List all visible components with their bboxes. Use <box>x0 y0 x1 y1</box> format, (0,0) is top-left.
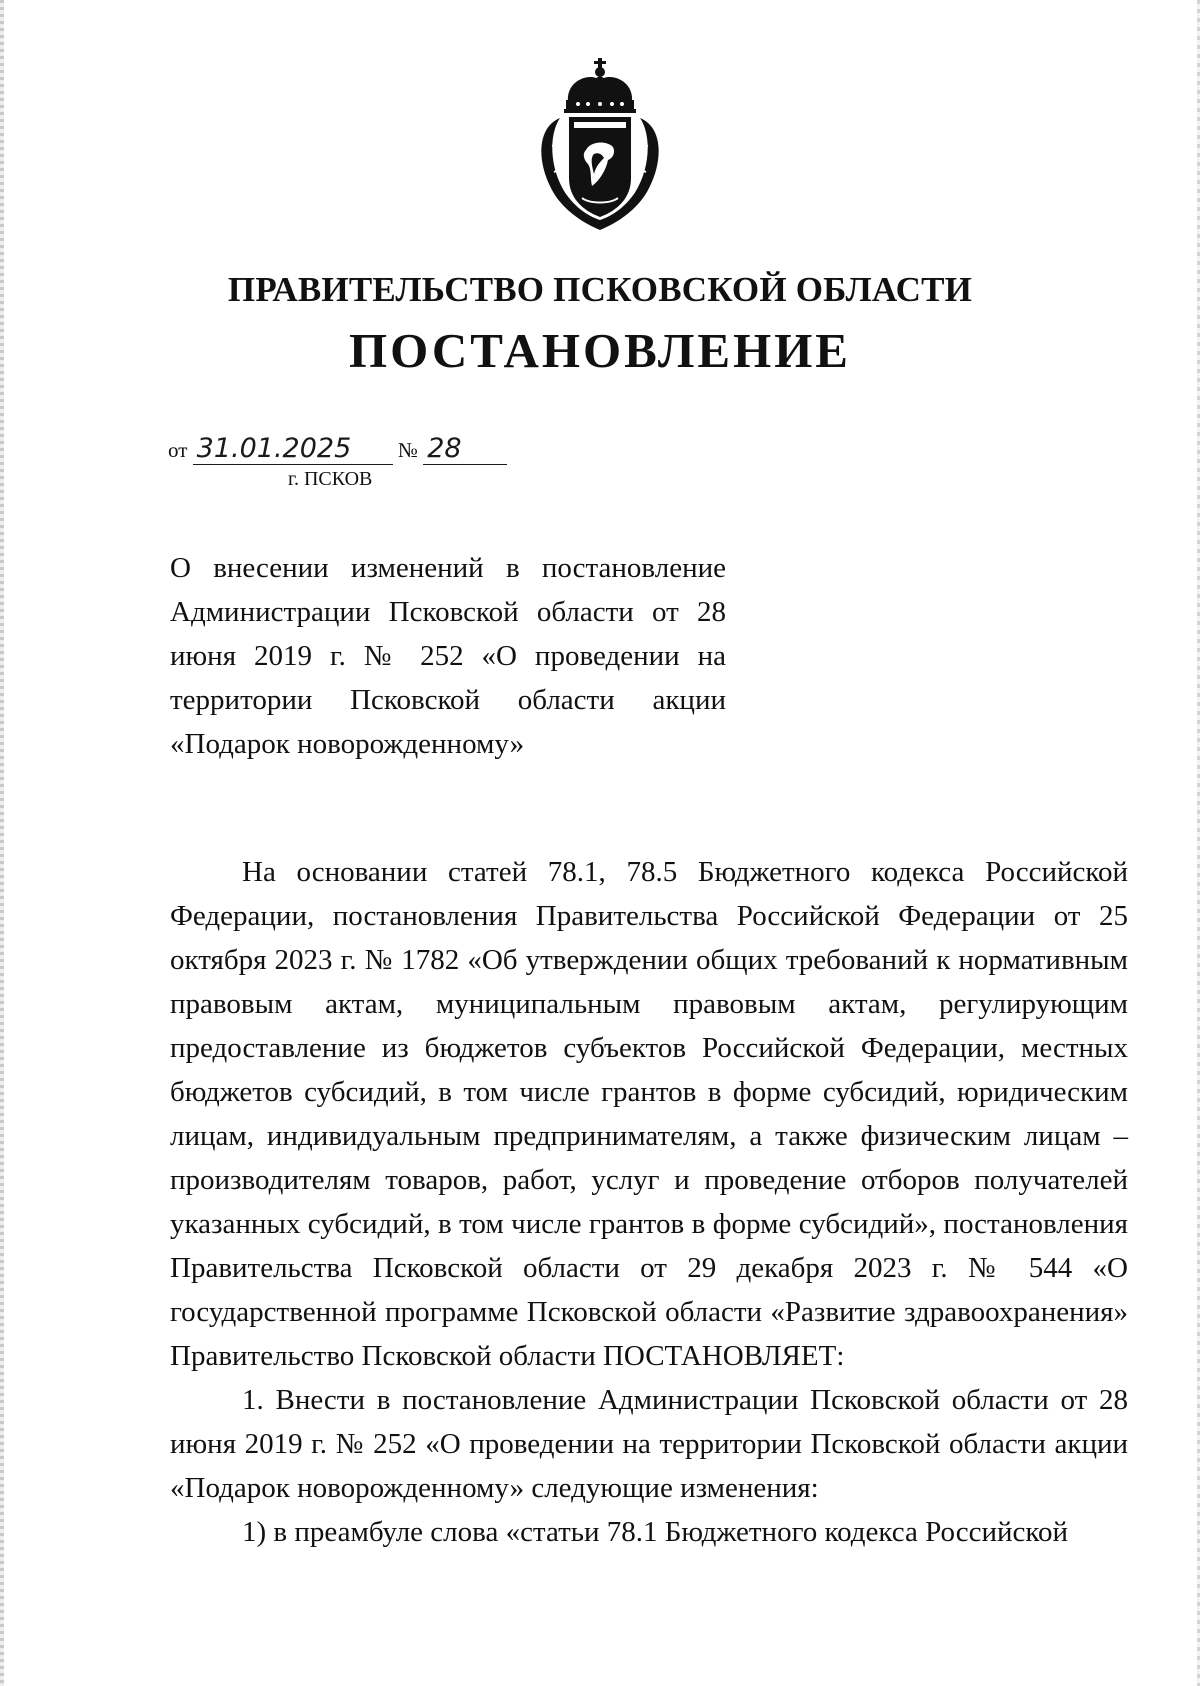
registration-line <box>168 434 507 465</box>
document-body <box>170 850 1128 1554</box>
organization-name: ПРАВИТЕЛЬСТВО ПСКОВСКОЙ ОБЛАСТИ <box>227 270 973 309</box>
document-subject: О внесении изменений в постановление Администрации Псковской области от 28 июня 2019 г. № 252 «О проведении на территории Псковской области акции «Подарок новорожденному» <box>170 552 726 760</box>
document-type-title: ПОСТАНОВЛЕНИЕ <box>349 323 851 378</box>
date-prefix: от <box>168 438 188 462</box>
body-paragraph: 1) в преамбуле слова «статьи 78.1 Бюджетного кодекса Российской <box>242 1516 1069 1548</box>
document-city: г. ПСКОВ <box>288 468 373 490</box>
document-number: 28 <box>423 434 507 465</box>
document-date: 31.01.2025 <box>193 434 393 465</box>
number-prefix: № <box>397 438 418 462</box>
body-paragraph: На основании статей 78.1, 78.5 Бюджетного кодекса Российской Федерации, постановления Правительства Российской Федерации от 25 октября 2023 г. № 1782 «Об утверждении общих требований к нормативным правовым актам, муниципальным правовым актам, регулирующим предоставление из бюджетов субъектов Российской Федерации, местных бюджетов субсидий, в том числе грантов в форме субсидий, юридическим лицам, индивидуальным предпринимателям, а также физическим лицам – производителям товаров, работ, услуг и проведение отборов получателей указанных субсидий, в том числе грантов в форме субсидий», постановления Правительства Псковской области от 29 декабря 2023 г. № 544 «О государственной программе Псковской области «Развитие здравоохранения» Правительство Псковской области ПОСТАНОВЛЯЕТ: <box>170 856 1128 1372</box>
pskov-region-coat-of-arms-icon <box>530 58 670 238</box>
scan-edge-left <box>0 0 4 1686</box>
body-paragraph: 1. Внести в постановление Администрации Псковской области от 28 июня 2019 г. № 252 «О проведении на территории Псковской области акции «Подарок новорожденному» следующие изменения: <box>170 1384 1128 1504</box>
